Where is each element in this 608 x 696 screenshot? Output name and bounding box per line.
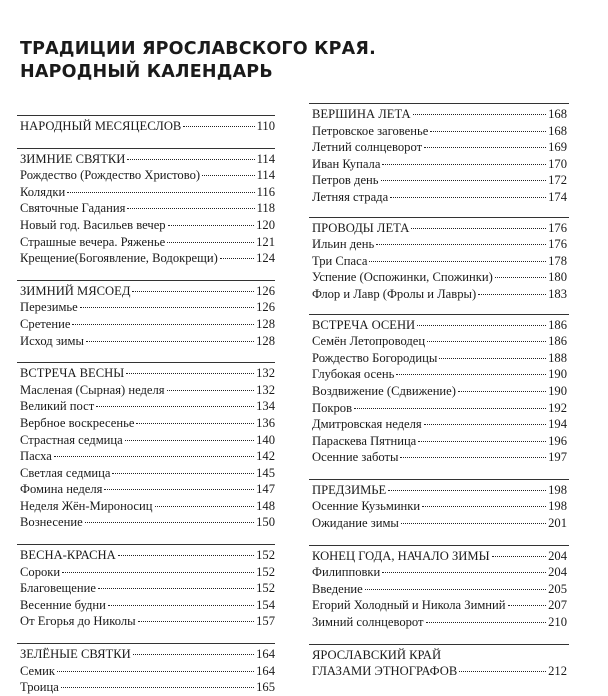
toc-entry-title: Семён Летопроводец bbox=[312, 334, 426, 349]
toc-entry[interactable] bbox=[20, 481, 275, 498]
dot-leader bbox=[458, 391, 546, 392]
section-divider bbox=[17, 362, 275, 363]
toc-page-number: 118 bbox=[256, 201, 275, 216]
toc-entry-title: Светлая седмица bbox=[20, 465, 111, 480]
toc-entry-title: Исход зимы bbox=[20, 333, 84, 348]
toc-entry-title: Масленая (Сырная) неделя bbox=[20, 382, 165, 397]
toc-entry-title: Вербное воскресенье bbox=[20, 415, 135, 430]
toc-entry-title: От Егорья до Николы bbox=[20, 614, 136, 629]
dot-leader bbox=[127, 159, 254, 160]
toc-entry-title: КОНЕЦ ГОДА, НАЧАЛО ЗИМЫ bbox=[312, 548, 490, 563]
toc-entry[interactable] bbox=[20, 167, 275, 184]
toc-entry[interactable] bbox=[20, 597, 275, 614]
toc-entry[interactable] bbox=[20, 382, 275, 399]
toc-entry-title: Три Спаса bbox=[312, 253, 368, 268]
toc-section bbox=[312, 548, 567, 631]
toc-entry-title: Осенние заботы bbox=[312, 450, 399, 465]
toc-entry[interactable] bbox=[312, 597, 567, 614]
toc-page-number: 174 bbox=[548, 189, 567, 204]
toc-entry-title: Святочные Гадания bbox=[20, 201, 126, 216]
toc-entry-title: Крещение(Богоявление, Водокрещи) bbox=[20, 251, 218, 266]
toc-entry-title: Егорий Холодный и Никола Зимний bbox=[312, 598, 506, 613]
toc-entry[interactable] bbox=[312, 663, 567, 680]
toc-entry-title: ПРЕДЗИМЬЕ bbox=[312, 482, 387, 497]
dot-leader bbox=[125, 440, 254, 441]
dot-leader bbox=[168, 225, 255, 226]
toc-left-column bbox=[20, 106, 275, 696]
toc-page-number: 165 bbox=[256, 680, 275, 695]
section-divider bbox=[309, 479, 569, 480]
toc-entry[interactable] bbox=[20, 200, 275, 217]
toc-entry[interactable] bbox=[20, 448, 275, 465]
toc-entry-title: Страстная седмица bbox=[20, 432, 123, 447]
dot-leader bbox=[396, 374, 546, 375]
section-divider bbox=[17, 544, 275, 545]
toc-page-number: 207 bbox=[548, 598, 567, 613]
toc-entry[interactable] bbox=[312, 172, 567, 189]
dot-leader bbox=[132, 291, 254, 292]
toc-section-heading[interactable] bbox=[312, 220, 567, 237]
dot-leader bbox=[138, 621, 254, 622]
toc-section-heading[interactable] bbox=[312, 647, 567, 664]
dot-leader bbox=[401, 523, 546, 524]
toc-section-heading[interactable] bbox=[20, 646, 275, 663]
toc-entry-title: Параскева Пятница bbox=[312, 433, 417, 448]
toc-page-number: 170 bbox=[548, 156, 567, 171]
toc-section-heading[interactable] bbox=[20, 283, 275, 300]
toc-entry-title: Колядки bbox=[20, 184, 66, 199]
toc-entry[interactable] bbox=[312, 400, 567, 417]
toc-entry[interactable] bbox=[312, 564, 567, 581]
toc-entry[interactable] bbox=[20, 250, 275, 267]
page-title bbox=[20, 38, 376, 84]
section-divider bbox=[309, 217, 569, 218]
toc-entry-title: Великий пост bbox=[20, 399, 95, 414]
toc-page-number: 145 bbox=[256, 465, 275, 480]
toc-entry[interactable] bbox=[312, 269, 567, 286]
toc-entry-title: Ожидание зимы bbox=[312, 516, 399, 531]
toc-entry[interactable] bbox=[20, 333, 275, 350]
dot-leader bbox=[104, 489, 254, 490]
toc-page-number: 134 bbox=[256, 399, 275, 414]
toc-section bbox=[20, 646, 275, 696]
toc-entry-title: Неделя Жён-Мироносиц bbox=[20, 498, 153, 513]
toc-page-number: 148 bbox=[256, 498, 275, 513]
toc-entry[interactable] bbox=[20, 564, 275, 581]
dot-leader bbox=[155, 506, 255, 507]
dot-leader bbox=[62, 572, 254, 573]
section-divider bbox=[17, 115, 275, 116]
toc-page-number: 164 bbox=[256, 663, 275, 678]
dot-leader bbox=[430, 131, 546, 132]
toc-page-number: 157 bbox=[256, 614, 275, 629]
section-divider bbox=[17, 148, 275, 149]
toc-page-number: 120 bbox=[256, 217, 275, 232]
dot-leader bbox=[133, 654, 254, 655]
toc-entry-title: Летний солнцеворот bbox=[312, 140, 423, 155]
dot-leader bbox=[390, 197, 546, 198]
dot-leader bbox=[61, 687, 254, 688]
toc-entry-title: ПРОВОДЫ ЛЕТА bbox=[312, 220, 410, 235]
toc-page-number: 132 bbox=[256, 366, 275, 381]
toc-entry-title: Рождество Богородицы bbox=[312, 350, 438, 365]
toc-page-number: 176 bbox=[548, 220, 567, 235]
toc-section-heading[interactable] bbox=[312, 317, 567, 334]
dot-leader bbox=[86, 341, 254, 342]
toc-entry-title: Благовещение bbox=[20, 581, 96, 596]
dot-leader bbox=[426, 622, 547, 623]
toc-entry-title: Пасха bbox=[20, 449, 52, 464]
toc-entry[interactable] bbox=[312, 614, 567, 631]
toc-entry[interactable] bbox=[20, 514, 275, 531]
toc-page-number: 114 bbox=[256, 168, 275, 183]
toc-page-number: 210 bbox=[548, 615, 567, 630]
toc-entry-title: ВСТРЕЧА ВЕСНЫ bbox=[20, 366, 125, 381]
toc-page-number: 172 bbox=[548, 173, 567, 188]
toc-entry-title: Глубокая осень bbox=[312, 367, 395, 382]
dot-leader bbox=[80, 307, 254, 308]
dot-leader bbox=[382, 572, 546, 573]
toc-section-heading[interactable] bbox=[20, 118, 275, 135]
toc-section-heading[interactable] bbox=[312, 106, 567, 123]
dot-leader bbox=[381, 180, 547, 181]
toc-entry-title: Весенние будни bbox=[20, 597, 106, 612]
toc-entry-title: Петровское заговенье bbox=[312, 123, 429, 138]
toc-entry[interactable] bbox=[20, 299, 275, 316]
toc-section-heading[interactable] bbox=[20, 547, 275, 564]
toc-entry[interactable] bbox=[312, 189, 567, 206]
toc-entry[interactable] bbox=[20, 679, 275, 696]
dot-leader bbox=[424, 424, 546, 425]
toc-section bbox=[20, 365, 275, 531]
toc-entry[interactable] bbox=[312, 515, 567, 532]
toc-section bbox=[312, 220, 567, 303]
toc-entry[interactable] bbox=[312, 498, 567, 515]
toc-entry[interactable] bbox=[312, 383, 567, 400]
dot-leader bbox=[57, 671, 254, 672]
toc-entry[interactable] bbox=[20, 580, 275, 597]
toc-entry-title: ЗЕЛЁНЫЕ СВЯТКИ bbox=[20, 647, 131, 662]
dot-leader bbox=[376, 244, 546, 245]
toc-entry[interactable] bbox=[312, 366, 567, 383]
toc-entry[interactable] bbox=[20, 184, 275, 201]
toc-entry-title: Успение (Оспожинки, Спожинки) bbox=[312, 270, 493, 285]
toc-entry[interactable] bbox=[20, 465, 275, 482]
dot-leader bbox=[382, 164, 546, 165]
toc-entry-title: Троица bbox=[20, 680, 59, 695]
toc-page-number: 197 bbox=[548, 450, 567, 465]
toc-entry-title: Петров день bbox=[312, 173, 379, 188]
toc-entry[interactable] bbox=[312, 123, 567, 140]
toc-entry-title: Иван Купала bbox=[312, 156, 381, 171]
toc-page-number: 116 bbox=[256, 184, 275, 199]
toc-page-number: 188 bbox=[548, 350, 567, 365]
toc-section-heading[interactable] bbox=[20, 151, 275, 168]
toc-entry-title: Дмитровская неделя bbox=[312, 417, 422, 432]
toc-entry[interactable] bbox=[20, 217, 275, 234]
toc-section bbox=[20, 151, 275, 267]
toc-section bbox=[20, 283, 275, 349]
toc-page-number: 152 bbox=[256, 564, 275, 579]
toc-entry[interactable] bbox=[312, 253, 567, 270]
toc-entry-title: ГЛАЗАМИ ЭТНОГРАФОВ bbox=[312, 664, 458, 679]
toc-page-number: 186 bbox=[548, 334, 567, 349]
toc-entry-title: Семик bbox=[20, 663, 55, 678]
toc-page-number: 196 bbox=[548, 433, 567, 448]
toc-entry-title: Филипповки bbox=[312, 565, 381, 580]
toc-entry-title: Страшные вечера. Ряженье bbox=[20, 234, 166, 249]
dot-leader bbox=[96, 406, 254, 407]
toc-section-heading[interactable] bbox=[312, 548, 567, 565]
dot-leader bbox=[167, 242, 254, 243]
toc-section bbox=[312, 106, 567, 206]
dot-leader bbox=[136, 423, 254, 424]
toc-page-number: 176 bbox=[548, 237, 567, 252]
title-line-1: ТРАДИЦИИ ЯРОСЛАВСКОГО КРАЯ. bbox=[20, 39, 376, 59]
toc-entry-title: ЗИМНИЙ МЯСОЕД bbox=[20, 283, 131, 298]
dot-leader bbox=[418, 441, 546, 442]
toc-entry-title: Фомина неделя bbox=[20, 482, 103, 497]
toc-entry[interactable] bbox=[312, 236, 567, 253]
toc-entry-title: Осенние Кузьминки bbox=[312, 499, 421, 514]
toc-section bbox=[312, 317, 567, 466]
toc-entry[interactable] bbox=[312, 156, 567, 173]
dot-leader bbox=[365, 589, 546, 590]
toc-page-number: 192 bbox=[548, 400, 567, 415]
toc-page-number: 128 bbox=[256, 333, 275, 348]
toc-entry[interactable] bbox=[20, 234, 275, 251]
toc-section bbox=[312, 647, 567, 680]
section-divider bbox=[17, 643, 275, 644]
dot-leader bbox=[388, 490, 546, 491]
toc-entry-title: Вознесение bbox=[20, 515, 83, 530]
dot-leader bbox=[439, 358, 546, 359]
toc-entry-title: Сороки bbox=[20, 564, 61, 579]
dot-leader bbox=[413, 114, 546, 115]
toc-section bbox=[312, 482, 567, 532]
toc-entry-title: Ильин день bbox=[312, 237, 375, 252]
toc-page-number: 204 bbox=[548, 565, 567, 580]
toc-page-number: 201 bbox=[548, 516, 567, 531]
dot-leader bbox=[112, 473, 254, 474]
toc-page-number: 180 bbox=[548, 270, 567, 285]
toc-entry[interactable] bbox=[20, 316, 275, 333]
toc-page-number: 114 bbox=[256, 151, 275, 166]
dot-leader bbox=[400, 457, 546, 458]
toc-section-heading[interactable] bbox=[20, 365, 275, 382]
toc-page-number: 198 bbox=[548, 499, 567, 514]
toc-page-number: 204 bbox=[548, 548, 567, 563]
toc-page-number: 152 bbox=[256, 548, 275, 563]
section-divider bbox=[309, 103, 569, 104]
dot-leader bbox=[508, 605, 547, 606]
toc-page-number: 168 bbox=[548, 107, 567, 121]
toc-entry-title: Флор и Лавр (Фролы и Лавры) bbox=[312, 286, 477, 301]
toc-entry[interactable] bbox=[312, 433, 567, 450]
dot-leader bbox=[220, 258, 254, 259]
toc-entry[interactable] bbox=[20, 415, 275, 432]
toc-entry[interactable] bbox=[312, 139, 567, 156]
toc-entry-title: Воздвижение (Сдвижение) bbox=[312, 383, 456, 398]
toc-entry-title: ЗИМНИЕ СВЯТКИ bbox=[20, 151, 126, 166]
toc-page-number: 142 bbox=[256, 449, 275, 464]
toc-page-number: 183 bbox=[548, 286, 567, 301]
toc-page-number: 212 bbox=[548, 664, 567, 679]
toc-entry[interactable] bbox=[20, 498, 275, 515]
toc-section bbox=[20, 547, 275, 630]
toc-page-number: 152 bbox=[256, 581, 275, 596]
toc-page-number: 186 bbox=[548, 317, 567, 332]
toc-entry[interactable] bbox=[20, 398, 275, 415]
dot-leader bbox=[67, 192, 254, 193]
dot-leader bbox=[417, 325, 546, 326]
section-divider bbox=[309, 314, 569, 315]
toc-entry-title: Сретение bbox=[20, 316, 71, 331]
dot-leader bbox=[495, 277, 546, 278]
toc-page-number: 190 bbox=[548, 367, 567, 382]
toc-entry[interactable] bbox=[312, 581, 567, 598]
toc-page-number: 150 bbox=[256, 515, 275, 530]
toc-page-number: 128 bbox=[256, 316, 275, 331]
dot-leader bbox=[167, 390, 255, 391]
toc-entry[interactable] bbox=[20, 613, 275, 630]
toc-page-number: 205 bbox=[548, 581, 567, 596]
toc-entry[interactable] bbox=[312, 333, 567, 350]
dot-leader bbox=[424, 147, 546, 148]
toc-entry-title: Рождество (Рождество Христово) bbox=[20, 168, 201, 183]
toc-entry-title: Перезимье bbox=[20, 300, 78, 315]
toc-section bbox=[20, 118, 275, 135]
toc-entry-title: Введение bbox=[312, 581, 363, 596]
dot-leader bbox=[127, 208, 254, 209]
toc-entry-title: ВЕРШИНА ЛЕТА bbox=[312, 107, 411, 121]
dot-leader bbox=[427, 341, 546, 342]
toc-entry[interactable] bbox=[20, 432, 275, 449]
toc-page-number: 124 bbox=[256, 251, 275, 266]
toc-entry-title: ВЕСНА-КРАСНА bbox=[20, 548, 116, 563]
dot-leader bbox=[202, 175, 254, 176]
toc-page-number: 126 bbox=[256, 300, 275, 315]
toc-page-number: 178 bbox=[548, 253, 567, 268]
toc-entry-title: Зимний солнцеворот bbox=[312, 615, 424, 630]
dot-leader bbox=[422, 506, 546, 507]
dot-leader bbox=[126, 373, 254, 374]
dot-leader bbox=[492, 556, 547, 557]
toc-page-number: 110 bbox=[256, 119, 275, 133]
toc-entry-title: ЯРОСЛАВСКИЙ КРАЙ bbox=[312, 647, 442, 662]
toc-entry[interactable] bbox=[312, 449, 567, 466]
dot-leader bbox=[183, 126, 254, 127]
toc-right-column bbox=[312, 106, 567, 680]
dot-leader bbox=[54, 456, 254, 457]
dot-leader bbox=[108, 605, 254, 606]
toc-entry-title: НАРОДНЫЙ МЕСЯЦЕСЛОВ bbox=[20, 119, 182, 133]
toc-entry-title: Покров bbox=[312, 400, 353, 415]
section-divider bbox=[17, 280, 275, 281]
toc-page-number: 168 bbox=[548, 123, 567, 138]
toc-entry-title: ВСТРЕЧА ОСЕНИ bbox=[312, 317, 416, 332]
toc-entry-title: Новый год. Васильев вечер bbox=[20, 217, 166, 232]
toc-entry-title: Летняя страда bbox=[312, 189, 389, 204]
dot-leader bbox=[354, 408, 546, 409]
toc-entry[interactable] bbox=[20, 663, 275, 680]
dot-leader bbox=[478, 294, 546, 295]
toc-page-number: 132 bbox=[256, 382, 275, 397]
toc-section-heading[interactable] bbox=[312, 482, 567, 499]
toc-entry[interactable] bbox=[312, 286, 567, 303]
toc-page-number: 169 bbox=[548, 140, 567, 155]
toc-page-number: 194 bbox=[548, 417, 567, 432]
toc-page-number: 140 bbox=[256, 432, 275, 447]
dot-leader bbox=[72, 324, 254, 325]
toc-entry[interactable] bbox=[312, 350, 567, 367]
dot-leader bbox=[459, 671, 546, 672]
dot-leader bbox=[98, 588, 254, 589]
toc-page-number: 126 bbox=[256, 283, 275, 298]
dot-leader bbox=[85, 522, 254, 523]
toc-page-number: 190 bbox=[548, 383, 567, 398]
title-line-2: НАРОДНЫЙ КАЛЕНДАРЬ bbox=[20, 62, 273, 82]
dot-leader bbox=[411, 228, 546, 229]
toc-page-number: 198 bbox=[548, 482, 567, 497]
section-divider bbox=[309, 545, 569, 546]
section-divider bbox=[309, 644, 569, 645]
dot-leader bbox=[118, 555, 254, 556]
toc-page-number: 154 bbox=[256, 597, 275, 612]
toc-entry[interactable] bbox=[312, 416, 567, 433]
toc-page-number: 147 bbox=[256, 482, 275, 497]
toc-page-number: 136 bbox=[256, 415, 275, 430]
toc-page-number: 164 bbox=[256, 647, 275, 662]
toc-page-number: 121 bbox=[256, 234, 275, 249]
dot-leader bbox=[369, 261, 546, 262]
